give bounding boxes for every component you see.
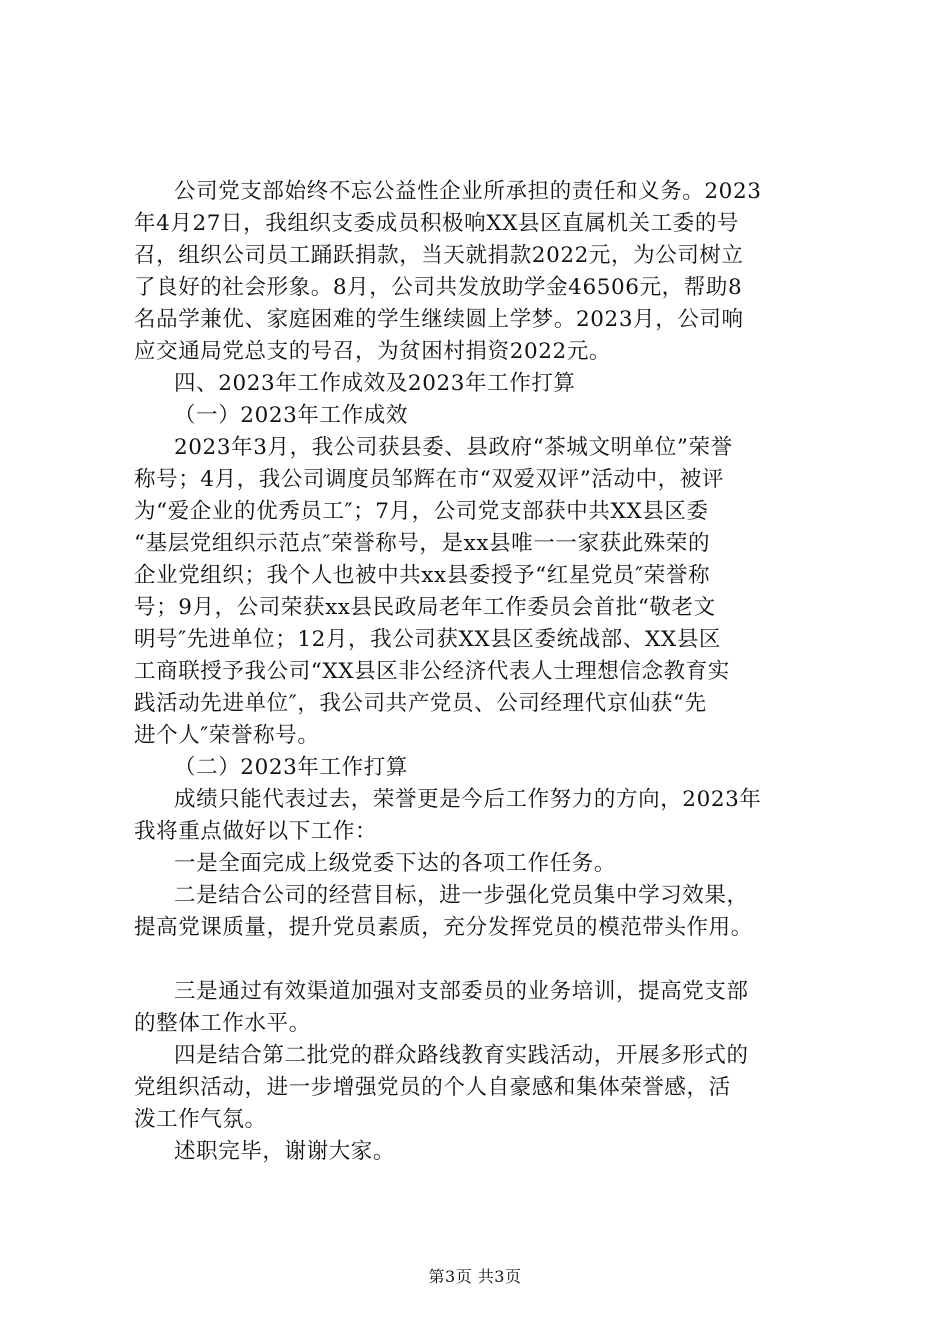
text-line: 践活动先进单位″，我公司共产党员、公司经理代京仙获“先 (134, 691, 707, 716)
text-line: 名品学兼优、家庭困难的学生继续圆上学梦。2023月，公司响 (134, 307, 744, 332)
text-line: 提高党课质量，提升党员素质，充分发挥党员的模范带头作用。 (134, 915, 753, 940)
text-line: 进个人″荣誉称号。 (134, 723, 320, 748)
text-line: 泼工作气氛。 (134, 1107, 267, 1132)
text-line: 为“爱企业的优秀员工″；7月，公司党支部获中共XX县区委 (134, 499, 709, 524)
closing-line: 述职完毕，谢谢大家。 (174, 1139, 396, 1164)
text-line: 称号；4月，我公司调度员邹辉在市“双爱双评”活动中，被评 (134, 467, 724, 492)
text-line: 号；9月，公司荣获xx县民政局老年工作委员会首批“敬老文 (134, 595, 716, 620)
text-line: 公司党支部始终不忘公益性企业所承担的责任和义务。2023 (174, 179, 762, 204)
subsection-heading: （二）2023年工作打算 (174, 755, 408, 780)
text-line: 三是通过有效渠道加强对支部委员的业务培训，提高党支部 (174, 979, 749, 1004)
text-line: 召，组织公司员工踊跃捐款，当天就捐款2022元，为公司树立 (134, 243, 744, 268)
text-line: 明号″先进单位；12月，我公司获XX县区委统战部、XX县区 (134, 627, 722, 652)
page-number: 第3页 共3页 (428, 1267, 522, 1286)
page-footer (0, 1266, 950, 1288)
text-line: 二是结合公司的经营目标，进一步强化党员集中学习效果， (174, 883, 749, 908)
text-line: 企业党组织；我个人也被中共xx县委授予“红星党员″荣誉称 (134, 563, 711, 588)
text-line: 工商联授予我公司“XX县区非公经济代表人士理想信念教育实 (134, 659, 730, 684)
text-line: 年4月27日，我组织支委成员积极响XX县区直属机关工委的号 (134, 211, 740, 236)
subsection-heading: （一）2023年工作成效 (174, 403, 408, 428)
text-line: 的整体工作水平。 (134, 1011, 311, 1036)
text-line: 我将重点做好以下工作： (134, 819, 378, 844)
section-heading: 四、2023年工作成效及2023年工作打算 (174, 371, 576, 396)
text-line: 2023年3月，我公司获县委、县政府“茶城文明单位”荣誉 (174, 435, 733, 460)
text-line: 成绩只能代表过去，荣誉更是今后工作努力的方向，2023年 (174, 787, 762, 812)
text-line: “基层党组织示范点″荣誉称号，是xx县唯一一家获此殊荣的 (134, 531, 711, 556)
text-line: 四是结合第二批党的群众路线教育实践活动，开展多形式的 (174, 1043, 749, 1068)
text-line: 了良好的社会形象。8月，公司共发放助学金46506元，帮助8 (134, 275, 743, 300)
text-line: 应交通局党总支的号召，为贫困村捐资2022元。 (134, 339, 612, 364)
text-line: 一是全面完成上级党委下达的各项工作任务。 (174, 851, 617, 876)
text-line: 党组织活动，进一步增强党员的个人自豪感和集体荣誉感，活 (134, 1075, 731, 1100)
